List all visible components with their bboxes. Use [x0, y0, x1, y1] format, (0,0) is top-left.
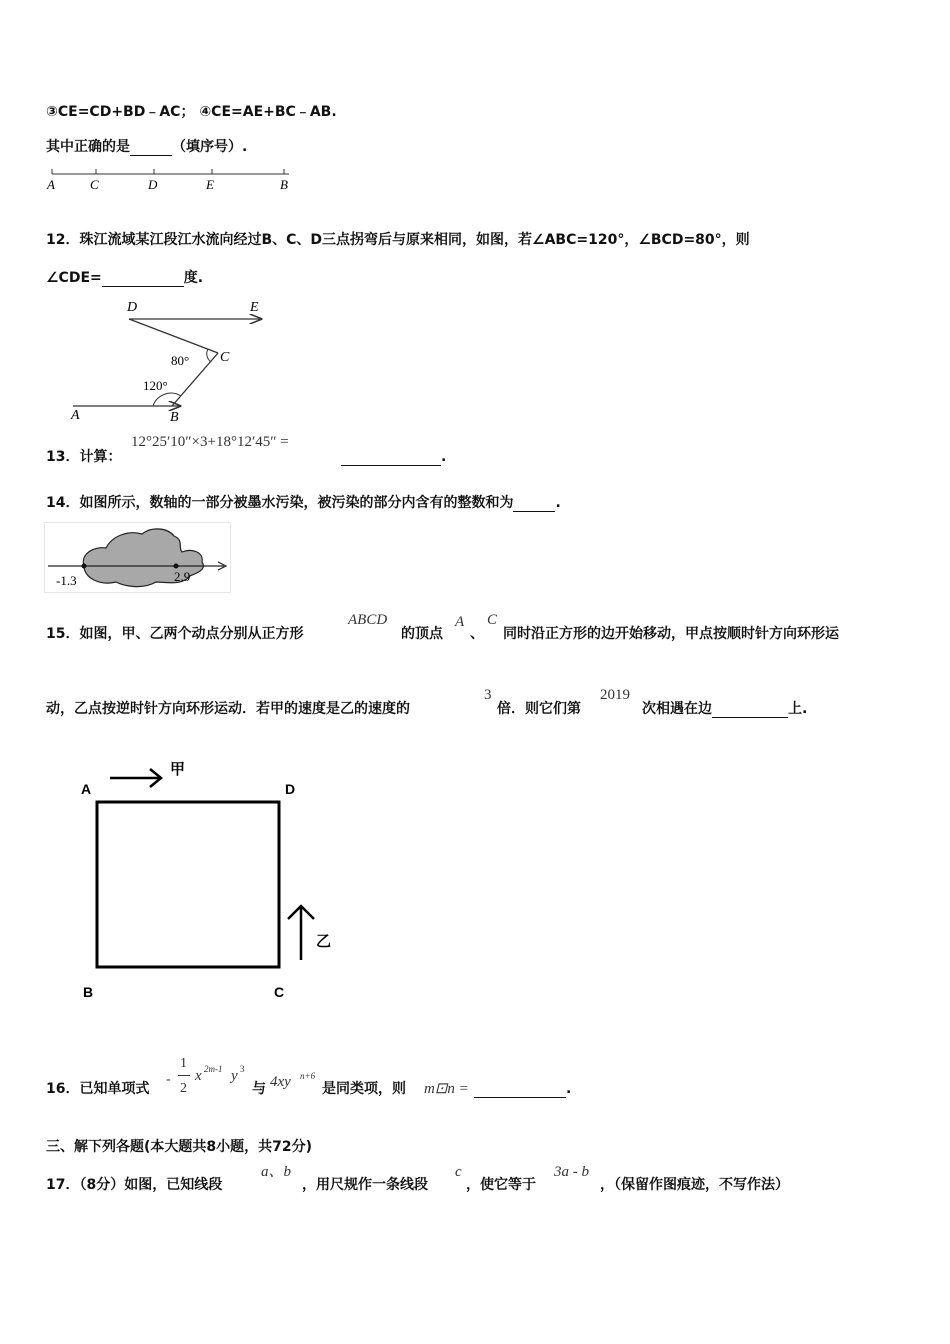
q12-answer-blank[interactable] [102, 272, 184, 287]
q14-answer-blank[interactable] [513, 497, 555, 512]
label-e: E [206, 177, 214, 192]
q15-ratio: 3 [484, 687, 492, 703]
right-value: 2.9 [174, 569, 191, 584]
q15-part4: 动，乙点按逆时针方向环形运动．若甲的速度是乙的速度的 [46, 701, 410, 717]
label-a: A [81, 781, 92, 797]
q15-part6: 次相遇在边 [642, 701, 712, 717]
q13-answer-blank[interactable] [341, 451, 441, 466]
q15-part2: 的顶点 [401, 626, 443, 642]
q16-end: . [566, 1081, 572, 1097]
right-point [174, 564, 179, 569]
q12-river-figure [65, 295, 275, 427]
q12-prompt: ∠CDE= [46, 270, 102, 286]
q14-end: . [555, 495, 561, 511]
label-jia: 甲 [170, 760, 186, 778]
q11-segment-figure [44, 166, 294, 194]
q16-exp-y: 3 [240, 1064, 245, 1074]
q14-number-line-figure [44, 522, 232, 594]
label-b: B [170, 410, 179, 425]
q11-answer-blank[interactable] [130, 141, 172, 156]
q11-hint: （填序号）. [172, 139, 248, 155]
q16-exp-x: 2m-1 [204, 1064, 223, 1074]
q12-unit: 度. [183, 270, 204, 286]
q15-square-figure [72, 755, 342, 1005]
q15-answer-line [642, 700, 807, 718]
q16-mn-expr: m⊡n = [424, 1081, 469, 1097]
q15-answer-blank[interactable] [712, 703, 788, 718]
label-b: B [280, 177, 288, 192]
q15-vertex-a: A [455, 614, 465, 630]
angle-label-b: 120° [143, 378, 168, 393]
q16-fraction-bar [178, 1075, 190, 1076]
q16-var-x: x [195, 1068, 202, 1084]
q11-prompt: 其中正确的是 [46, 139, 130, 155]
label-c: C [220, 350, 230, 365]
q15-separator: 、 [470, 626, 484, 642]
label-c: C [90, 177, 99, 192]
q16-fraction-den: 2 [180, 1081, 187, 1096]
label-a: A [71, 408, 80, 423]
q16-neg-sign: - [166, 1072, 171, 1087]
q13-label: 13．计算： [46, 449, 122, 465]
q11-statement-line: ③CE=CD+BD﹣AC； ④CE=AE+BC﹣AB. [46, 104, 337, 120]
q16-label: 16．已知单项式 [46, 1081, 150, 1097]
segment-dc [129, 319, 218, 353]
q13-answer-line [341, 448, 446, 466]
q14-text: 14．如图所示，数轴的一部分被墨水污染，被污染的部分内含有的整数和为 [46, 495, 514, 511]
q12-answer-line [46, 269, 203, 287]
q17-part4: ，（保留作图痕迹，不写作法） [600, 1177, 789, 1193]
q16-answer-line [474, 1080, 571, 1098]
label-d: D [127, 300, 138, 315]
label-e: E [250, 300, 259, 315]
label-d: D [285, 781, 296, 797]
q17-ab: a、b [261, 1164, 292, 1180]
q17-part1: 17．（8分）如图，已知线段 [46, 1177, 223, 1193]
label-a: A [47, 177, 55, 192]
q16-term2: 4xy [270, 1074, 291, 1090]
left-value: -1.3 [56, 573, 77, 588]
q16-mid: 是同类项，则 [322, 1081, 406, 1097]
label-yi: 乙 [316, 932, 332, 950]
label-d: D [148, 177, 158, 192]
q16-exp-n: n+6 [300, 1071, 316, 1081]
q13-expression: 12°25′10″×3+18°12′45″ = [131, 434, 289, 450]
square-abcd [97, 802, 279, 967]
q15-part1: 15．如图，甲、乙两个动点分别从正方形 [46, 626, 304, 642]
q15-part7: 上. [788, 701, 808, 717]
label-b: B [83, 984, 94, 1000]
angle-arc-c [207, 349, 211, 362]
q17-part2: ，用尺规作一条线段 [302, 1177, 428, 1193]
q17-expr: 3a - b [554, 1164, 589, 1180]
q15-square-name: ABCD [348, 612, 388, 628]
label-c: C [274, 984, 285, 1000]
q16-with: 与 [252, 1081, 266, 1097]
left-point [82, 564, 87, 569]
q15-vertex-c: C [487, 612, 498, 628]
q14-statement-line [46, 494, 561, 512]
q12-statement-line: 12．珠江流域某江段江水流向经过B、C、D三点拐弯后与原来相同，如图，若∠ABC=120°，∠BCD=80°，则 [46, 232, 750, 248]
angle-label-c: 80° [171, 353, 190, 368]
q13-end: . [441, 449, 447, 465]
q15-part5: 倍．则它们第 [497, 701, 581, 717]
q11-answer-line [46, 138, 247, 156]
q16-var-y: y [231, 1068, 238, 1084]
q17-part3: ，使它等于 [466, 1177, 536, 1193]
q16-fraction-num: 1 [180, 1056, 187, 1071]
q15-count: 2019 [600, 687, 630, 703]
section-3-title: 三、解下列各题(本大题共8小题，共72分) [46, 1139, 313, 1155]
q15-part3: 同时沿正方形的边开始移动，甲点按顺时针方向环形运 [503, 626, 839, 642]
q17-c: c [455, 1164, 462, 1180]
q16-answer-blank[interactable] [474, 1083, 566, 1098]
